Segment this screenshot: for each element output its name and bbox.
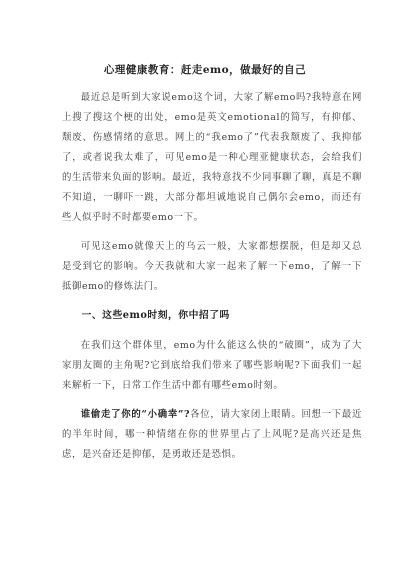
section-heading: 一、这些emo时刻，你中招了吗 [81,310,230,321]
document-title: 心理健康教育：赶走emo，做最好的自己 [103,64,307,76]
paragraph-last [62,405,362,465]
paragraph-last-rest: 各位，请大家闭上眼睛。回想一下最近的半年时间，哪一种情绪在你的世界里占了上风呢?是高兴还是焦虑，是兴奋还是抑郁，是勇敢还是恐惧。 [62,409,362,460]
paragraph-section: 在我们这个群体里，emo为什么能这么快的“破圈”，成为了大家朋友圈的主角呢?它到底给我们带来了哪些影响呢?下面我们一起来解析一下，日常工作生活中都有哪些emo时刻。 [62,340,362,391]
document-body [62,88,362,474]
paragraph-second: 可见这emo就像天上的乌云一般，大家都想摆脱，但是却又总是受到它的影响。今天我就和大家一起来了解一下emo，了解一下抵御emo的修炼法门。 [62,241,362,292]
paragraph-intro: 最近总是听到大家说emo这个词，大家了解emo吗?我特意在网上搜了搜这个梗的出处，emo是英文emotional的简写，有抑郁、颓废、伤感情绪的意思。网上的“我emo了”代表我颓废了、我抑郁了，或者说我太难了，可见emo是一种心理亚健康状态，会给我们的生活带来负面的影响。最近，我特意找不少同事聊了聊，真是不聊不知道，一聊吓一跳，大部分都坦诚地说自己偶尔会emo，而还有些人似乎时不时都要emo一下。 [62,92,362,223]
bold-lead-text: 谁偷走了你的“小确幸”? [80,409,191,420]
